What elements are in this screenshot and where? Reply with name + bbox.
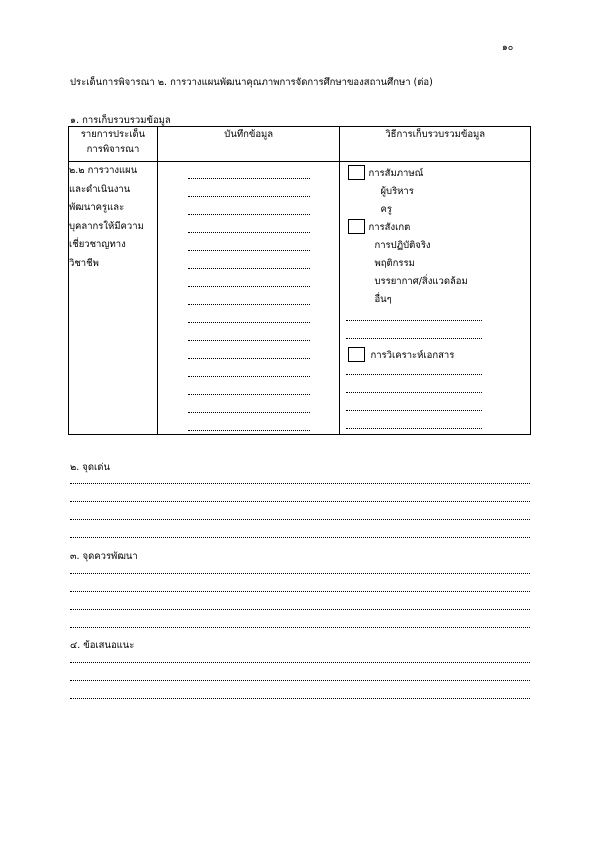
record-line[interactable]	[188, 322, 310, 323]
strengths-line[interactable]	[70, 483, 530, 484]
strengths-line[interactable]	[70, 519, 530, 520]
suggestion-line[interactable]	[70, 662, 530, 663]
observation-option: การปฏิบัติจริง	[374, 240, 431, 251]
method-line[interactable]	[346, 392, 482, 393]
document-analysis-checkbox[interactable]	[348, 347, 365, 362]
interview-option: ครู	[380, 204, 392, 215]
section-3-title: ๓. จุดควรพัฒนา	[70, 551, 138, 562]
observation-checkbox[interactable]	[348, 219, 365, 234]
improvement-line[interactable]	[70, 609, 530, 610]
method-line[interactable]	[346, 374, 482, 375]
method-line[interactable]	[346, 428, 482, 429]
record-line[interactable]	[188, 214, 310, 215]
record-line[interactable]	[188, 394, 310, 395]
method-line[interactable]	[346, 410, 482, 411]
topic-line: วิชาชีพ	[69, 257, 99, 269]
record-line[interactable]	[188, 430, 310, 431]
topic-line: พัฒนาครูและ	[69, 202, 125, 213]
record-line[interactable]	[188, 178, 310, 179]
observation-label: การสังเกต	[368, 222, 411, 233]
topic-line: และดำเนินงาน	[69, 183, 131, 195]
record-line[interactable]	[188, 196, 310, 197]
page-number: ๑๐	[502, 43, 514, 53]
record-cell	[157, 162, 340, 435]
observation-option: อื่นๆ	[374, 294, 392, 305]
record-line[interactable]	[188, 340, 310, 341]
record-line[interactable]	[188, 286, 310, 287]
observation-option: บรรยากาศ/สิ่งแวดล้อม	[374, 276, 468, 287]
suggestion-line[interactable]	[70, 698, 530, 699]
record-line[interactable]	[188, 268, 310, 269]
suggestion-line[interactable]	[70, 680, 530, 681]
record-line[interactable]	[188, 232, 310, 233]
document-analysis-label: การวิเคราะห์เอกสาร	[370, 350, 455, 361]
record-line[interactable]	[188, 250, 310, 251]
record-line[interactable]	[188, 412, 310, 413]
column-header-record: บันทึกข้อมูล	[157, 127, 340, 162]
section-2-title: ๒. จุดเด่น	[70, 462, 110, 473]
method-line[interactable]	[346, 320, 482, 321]
method-cell	[340, 162, 531, 435]
section-4-title: ๔. ข้อเสนอแนะ	[70, 640, 135, 651]
column-header-topic-line-1: รายการประเด็น	[80, 129, 146, 140]
interview-label: การสัมภาษณ์	[368, 168, 424, 179]
improvement-line[interactable]	[70, 573, 530, 574]
improvement-line[interactable]	[70, 591, 530, 592]
topic-cell	[69, 162, 158, 435]
method-line[interactable]	[346, 338, 482, 339]
page-heading: ประเด็นการพิจารณา ๒. การวางแผนพัฒนาคุณภาพการจัดการศึกษาของสถานศึกษา (ต่อ)	[70, 77, 433, 88]
section-1-title: ๑. การเก็บรวบรวมข้อมูล	[70, 115, 171, 126]
strengths-line[interactable]	[70, 501, 530, 502]
record-line[interactable]	[188, 358, 310, 359]
improvement-line[interactable]	[70, 627, 530, 628]
record-line[interactable]	[188, 304, 310, 305]
data-collection-table	[68, 126, 531, 435]
topic-line: บุคลากรให้มีความ	[69, 220, 144, 232]
strengths-line[interactable]	[70, 537, 530, 538]
topic-line: เชี่ยวชาญทาง	[69, 239, 126, 250]
column-header-method: วิธีการเก็บรวบรวมข้อมูล	[340, 127, 531, 162]
interview-option: ผู้บริหาร	[380, 186, 414, 197]
observation-option: พฤติกรรม	[374, 258, 415, 269]
interview-checkbox[interactable]	[348, 165, 365, 180]
topic-line: ๒.๒ การวางแผน	[69, 165, 138, 176]
record-line[interactable]	[188, 376, 310, 377]
column-header-topic-line-2: การพิจารณา	[86, 144, 140, 155]
column-header-topic	[69, 127, 158, 162]
